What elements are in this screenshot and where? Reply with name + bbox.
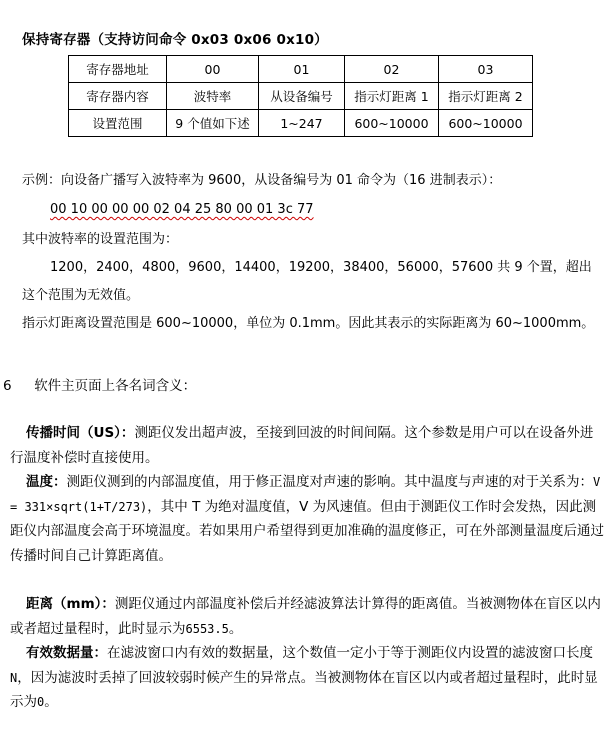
section-heading bbox=[3, 374, 196, 394]
register-table-body bbox=[69, 56, 533, 137]
table-cell: 指示灯距离 2 bbox=[439, 83, 533, 110]
section-title: 保持寄存器（支持访问命令 0x03 0x06 0x10） bbox=[22, 32, 328, 48]
section-number: 6 bbox=[3, 378, 12, 394]
term-propagation-text: 测距仪发出超声波，至接到回波的时间间隔。这个参数是用户可以在设备外进行温度补偿时直接使用。 bbox=[10, 425, 594, 466]
term-valid-data-label: 有效数据量： bbox=[26, 645, 107, 661]
table-cell: 寄存器地址 bbox=[69, 56, 167, 83]
example-code-text: 00 10 00 00 00 02 04 25 80 00 01 3c 77 bbox=[50, 202, 314, 217]
term-valid-data-text-a: 在滤波窗口内有效的数据量，这个数值一定小于等于测距仪内设置的滤波窗口长度 bbox=[107, 645, 593, 661]
term-temperature-formula: V = 331×sqrt(1+T/273) bbox=[10, 475, 601, 514]
table-cell: 设置范围 bbox=[69, 110, 167, 137]
term-distance-value: 6553.5 bbox=[185, 621, 229, 636]
baud-intro: 其中波特率的设置范围为： bbox=[22, 232, 179, 247]
term-distance-label: 距离（mm）： bbox=[26, 596, 115, 612]
term-temperature-text-a: 测距仪测到的内部温度值，用于修正温度对声速的影响。其中温度与声速的对于关系为： bbox=[66, 474, 593, 490]
term-valid-data-value: 0 bbox=[37, 695, 45, 709]
term-temperature-text-b: ，其中 T 为绝对温度值，V 为风速值。但由于测距仪工作时会发热，因此测距仪内部温度会高于环境温度。若如果用户希望得到更加准确的温度修正，可在外部测量温度后通过传播时间自己计算距离值。 bbox=[10, 498, 604, 564]
table-cell: 02 bbox=[345, 56, 439, 83]
table-cell: 00 bbox=[167, 56, 259, 83]
table-row bbox=[69, 83, 533, 110]
term-distance bbox=[10, 592, 604, 641]
example-code bbox=[50, 202, 314, 218]
table-cell: 从设备编号 bbox=[259, 83, 345, 110]
term-valid-data-text-c: 。 bbox=[44, 694, 58, 710]
term-temperature bbox=[10, 470, 604, 568]
example-intro: 示例：向设备广播写入波特率为 9600，从设备编号为 01 命令为（16 进制表示）： bbox=[22, 173, 502, 188]
table-row bbox=[69, 56, 533, 83]
baud-list-line2: 这个范围为无效值。 bbox=[22, 288, 140, 303]
table-cell: 寄存器内容 bbox=[69, 83, 167, 110]
table-cell: 1~247 bbox=[259, 110, 345, 137]
term-valid-data-n: N bbox=[10, 670, 18, 685]
term-temperature-label: 温度： bbox=[26, 474, 67, 490]
term-valid-data-text-b: ，因为滤波时丢掉了回波较弱时候产生的异常点。当被测物体在盲区以内或者超过量程时，此时显示为 bbox=[10, 669, 598, 710]
table-cell: 9 个值如下述 bbox=[167, 110, 259, 137]
term-distance-text-a: 测距仪通过内部温度补偿后并经滤波算法计算得的距离值。当被测物体在盲区以内或者超过量程时，此时显示为 bbox=[10, 596, 601, 637]
section-heading-text: 软件主页面上各名词含义： bbox=[34, 378, 197, 394]
table-cell: 600~10000 bbox=[439, 110, 533, 137]
register-table bbox=[68, 55, 533, 137]
table-cell: 03 bbox=[439, 56, 533, 83]
term-distance-text-b: 。 bbox=[228, 620, 243, 637]
term-propagation-label: 传播时间（US）： bbox=[26, 425, 135, 441]
table-cell: 指示灯距离 1 bbox=[345, 83, 439, 110]
term-valid-data bbox=[10, 641, 604, 715]
distance-note: 指示灯距离设置范围是 600~10000，单位为 0.1mm。因此其表示的实际距离为 60~1000mm。 bbox=[22, 316, 595, 331]
table-cell: 600~10000 bbox=[345, 110, 439, 137]
table-cell: 01 bbox=[259, 56, 345, 83]
term-propagation-time bbox=[10, 421, 604, 470]
table-row bbox=[69, 110, 533, 137]
table-cell: 波特率 bbox=[167, 83, 259, 110]
baud-list-line1: 1200，2400，4800，9600，14400，19200，38400，56000，57600 共 9 个置，超出 bbox=[50, 260, 592, 275]
